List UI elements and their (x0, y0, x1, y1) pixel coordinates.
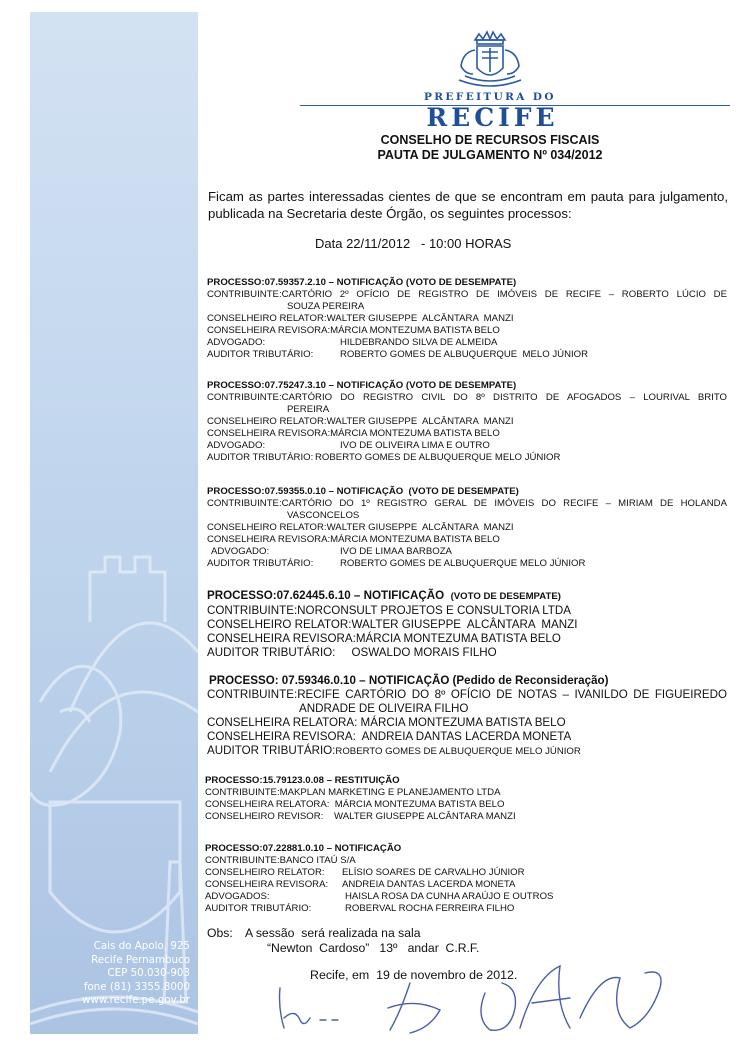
place-date: Recife, em 19 de novembro de 2012. (310, 968, 518, 982)
auditor-value: ROBERTO GOMES DE ALBUQUERQUE MELO JÚNIOR (315, 452, 561, 463)
address-block (82, 940, 190, 1008)
auditor-label: AUDITOR TRIBUTÁRIO: (207, 452, 314, 463)
rapporteur-label: CONSELHEIRO RELATOR: (205, 867, 325, 878)
contributor-label: CONTRIBUINTE: (205, 855, 280, 866)
auditor-value: ROBERTO GOMES DE ALBUQUERQUE MELO JÚNIOR (340, 558, 586, 569)
contributor-value: CARTÓRIO DO REGISTRO CIVIL DO 8º DISTRITO DE AFOGADOS – LOURIVAL BRITO (281, 392, 727, 403)
lawyer-value: HAISLA ROSA DA CUNHA ARAÚJO E OUTROS (345, 891, 554, 902)
process-header: PROCESSO:07.75247.3.10 – NOTIFICAÇÃO (VOTO DE DESEMPATE) (207, 380, 517, 391)
reviewer-line (207, 534, 727, 546)
rapporteur-line: CONSELHEIRA RELATORA: MÁRCIA MONTEZUMA BATISTA BELO (205, 799, 505, 810)
process-block (207, 589, 727, 660)
auditor-label: AUDITOR TRIBUTÁRIO: (207, 558, 314, 569)
contributor-label: CONTRIBUINTE: (207, 289, 282, 300)
rapporteur-value: ELÍSIO SOARES DE CARVALHO JÚNIOR (342, 867, 525, 878)
rapporteur-label: CONSELHEIRO RELATOR: (207, 522, 327, 533)
observation-line-1: A sessão será realizada na sala (245, 926, 421, 940)
auditor-label: AUDITOR TRIBUTÁRIO: (207, 744, 336, 758)
process-number: PROCESSO:07.62445.6.10 – NOTIFICAÇÃO (207, 589, 445, 602)
reviewer-value: MÁRCIA MONTEZUMA BATISTA BELO (330, 534, 500, 545)
reviewer-label: CONSELHEIRA REVISORA: (205, 879, 329, 890)
contributor-continuation: PEREIRA (287, 404, 330, 415)
process-block (207, 380, 727, 464)
prefeitura-label: PREFEITURA DO (424, 91, 556, 103)
reviewer-label: CONSELHEIRA REVISORA: (207, 325, 331, 336)
council-title: CONSELHO DE RECURSOS FISCAIS (380, 133, 600, 147)
reviewer-value: ANDREIA DANTAS LACERDA MONETA (342, 879, 516, 890)
lawyer-value: IVO DE LIMAA BARBOZA (340, 546, 452, 557)
process-header: PROCESSO:15.79123.0.08 – RESTITUIÇÃO (205, 775, 400, 786)
rapporteur-line (207, 522, 727, 534)
address-cep: CEP 50.030-903 (107, 967, 190, 980)
process-header: PROCESSO: 07.59346.0.10 – NOTIFICAÇÃO (Pedido de Reconsideração) (209, 674, 609, 687)
rapporteur-line: CONSELHEIRO RELATOR:WALTER GIUSEPPE ALCÂNTARA MANZI (207, 618, 578, 632)
lawyer-line (207, 546, 727, 558)
contributor-continuation: SOUZA PEREIRA (287, 301, 365, 312)
contributor-label: CONTRIBUINTE: (207, 688, 298, 702)
agenda-title: PAUTA DE JULGAMENTO Nº 034/2012 (377, 148, 603, 162)
signature-icon (270, 958, 690, 1038)
reviewer-line: CONSELHEIRO REVISOR: WALTER GIUSEPPE ALCÂNTARA MANZI (205, 811, 516, 822)
reviewer-line: CONSELHEIRA REVISORA:MÁRCIA MONTEZUMA BATISTA BELO (207, 632, 561, 646)
process-block (205, 843, 725, 915)
process-block (207, 277, 727, 361)
rapporteur-line (205, 867, 725, 879)
auditor-line (207, 452, 727, 464)
contributor-label: CONTRIBUINTE: (207, 498, 282, 509)
lawyer-line (207, 440, 727, 452)
contributor-line: CONTRIBUINTE:NORCONSULT PROJETOS E CONSULTORIA LTDA (207, 604, 571, 618)
auditor-label: AUDITOR TRIBUTÁRIO: (207, 349, 314, 360)
contributor-continuation: ANDRADE DE OLIVEIRA FILHO (299, 702, 469, 716)
reviewer-line (207, 325, 727, 337)
reviewer-value: MÁRCIA MONTEZUMA BATISTA BELO (330, 325, 500, 336)
auditor-line (207, 558, 727, 570)
rapporteur-label: CONSELHEIRO RELATOR: (207, 416, 327, 427)
lawyer-line (207, 337, 727, 349)
recife-logotype: RECIFE (426, 103, 559, 132)
address-phone: fone (81) 3355.8000 (83, 980, 190, 993)
observation-line-2: “Newton Cardoso” 13º andar C.R.F. (267, 941, 480, 955)
auditor-line (207, 349, 727, 361)
process-block (207, 486, 727, 570)
coat-of-arms-icon (455, 30, 525, 92)
lawyer-label: ADVOGADO: (207, 337, 266, 348)
lawyer-value: HILDEBRANDO SILVA DE ALMEIDA (340, 337, 498, 348)
reviewer-label: CONSELHEIRA REVISORA: (207, 428, 331, 439)
rapporteur-value: WALTER GIUSEPPE ALCÂNTARA MANZI (326, 522, 514, 533)
rapporteur-line (207, 313, 727, 325)
contributor-value: BANCO ITAÚ S/A (279, 855, 356, 866)
contributor-line (207, 289, 727, 301)
sidebar-panel (30, 12, 198, 1034)
reviewer-value: MÁRCIA MONTEZUMA BATISTA BELO (330, 428, 500, 439)
lawyer-label: ADVOGADO: (211, 546, 270, 557)
lawyer-label: ADVOGADO: (207, 440, 266, 451)
process-header: PROCESSO:07.59357.2.10 – NOTIFICAÇÃO (VOTO DE DESEMPATE) (207, 277, 517, 288)
session-date: Data 22/11/2012 - 10:00 HORAS (315, 236, 512, 251)
auditor-value: ROBERTO GOMES DE ALBUQUERQUE MELO JÚNIOR (335, 746, 581, 758)
auditor-value: ROBERVAL ROCHA FERREIRA FILHO (345, 903, 515, 914)
contributor-line (207, 498, 727, 510)
reviewer-line (205, 879, 725, 891)
address-website: www.recife.pe.gov.br (81, 994, 190, 1007)
reviewer-label: CONSELHEIRA REVISORA: (207, 534, 331, 545)
process-header: PROCESSO:07.22881.0.10 – NOTIFICAÇÃO (205, 843, 402, 854)
process-header (207, 589, 727, 604)
auditor-line (205, 903, 725, 915)
reviewer-line: CONSELHEIRA REVISORA: ANDREIA DANTAS LACERDA MONETA (207, 730, 572, 744)
process-block (205, 775, 725, 823)
rapporteur-value: WALTER GIUSEPPE ALCÂNTARA MANZI (326, 313, 514, 324)
contributor-line: CONTRIBUINTE:MAKPLAN MARKETING E PLANEJAMENTO LTDA (205, 787, 501, 798)
intro-paragraph: Ficam as partes interessadas cientes de que se encontram em pauta para julgamento, publicada na Secretaria deste Órgão, os seguintes processos: (208, 189, 728, 221)
process-note: (VOTO DE DESEMPATE) (450, 591, 561, 602)
lawyer-label: ADVOGADOS: (205, 891, 270, 902)
process-block (207, 674, 727, 760)
process-header: PROCESSO:07.59355.0.10 – NOTIFICAÇÃO (VOTO DE DESEMPATE) (207, 486, 519, 497)
contributor-label: CONTRIBUINTE: (207, 392, 282, 403)
lawyer-value: IVO DE OLIVEIRA LIMA E OUTRO (340, 440, 490, 451)
rapporteur-value: WALTER GIUSEPPE ALCÂNTARA MANZI (326, 416, 514, 427)
auditor-value: ROBERTO GOMES DE ALBUQUERQUE MELO JÚNIOR (340, 349, 589, 360)
contributor-line (205, 855, 725, 867)
address-street: Cais do Apolo, 925 (93, 940, 190, 952)
address-city: Recife Pernambuco (91, 953, 190, 966)
reviewer-line (207, 428, 727, 440)
contributor-value: CARTÓRIO 2º OFÍCIO DE REGISTRO DE IMÓVEIS DE RECIFE – ROBERTO LÚCIO DE (281, 289, 727, 300)
contributor-value: CARTÓRIO DO 1º REGISTRO GERAL DE IMÓVEIS DO RECIFE – MIRIAM DE HOLANDA (281, 498, 727, 509)
contributor-value: RECIFE CARTÓRIO DO 8º OFÍCIO DE NOTAS – IVANILDO DE FIGUEIREDO (297, 688, 727, 702)
observation-label: Obs: (207, 926, 233, 940)
auditor-line: AUDITOR TRIBUTÁRIO: OSWALDO MORAIS FILHO (207, 646, 497, 660)
auditor-label: AUDITOR TRIBUTÁRIO: (205, 903, 312, 914)
rapporteur-line: CONSELHEIRA RELATORA: MÁRCIA MONTEZUMA BATISTA BELO (207, 716, 566, 730)
auditor-line (207, 744, 727, 759)
sidebar-watermark-icon (30, 12, 198, 1034)
lawyer-line (205, 891, 725, 903)
contributor-line (207, 392, 727, 404)
rapporteur-label: CONSELHEIRO RELATOR: (207, 313, 327, 324)
contributor-continuation: VASCONCELOS (287, 510, 360, 521)
rapporteur-line (207, 416, 727, 428)
contributor-line (207, 688, 727, 702)
